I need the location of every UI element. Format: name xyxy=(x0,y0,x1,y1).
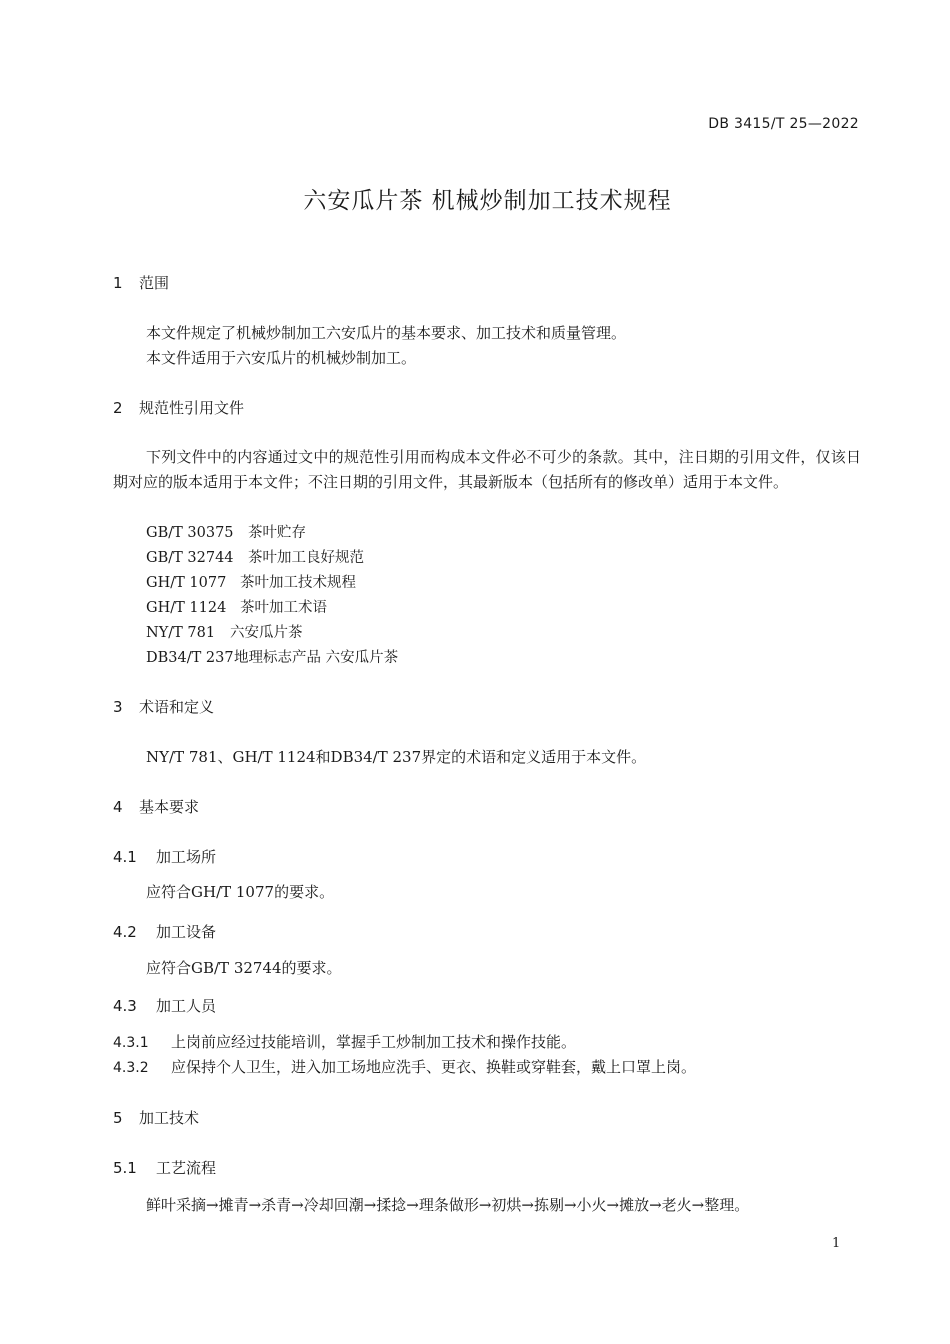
section-title: 加工场所 xyxy=(156,848,217,866)
reference-item xyxy=(146,571,356,592)
section-5-heading xyxy=(113,1107,199,1128)
reference-name: 茶叶加工良好规范 xyxy=(248,550,364,566)
section-title: 加工设备 xyxy=(156,923,217,941)
reference-code: GH/T 1077 xyxy=(146,575,227,591)
reference-code: NY/T 781 xyxy=(146,625,216,641)
section-number: 5 xyxy=(113,1109,123,1127)
clause-text: 应保持个人卫生，进入加工场地应洗手、更衣、换鞋或穿鞋套，戴上口罩上岗。 xyxy=(171,1058,697,1076)
section-number: 4 xyxy=(113,798,123,816)
section-1-heading xyxy=(113,272,169,293)
reference-name: 茶叶加工术语 xyxy=(240,600,327,616)
section-2-heading xyxy=(113,397,244,418)
reference-name: 茶叶加工技术规程 xyxy=(240,575,356,591)
section-4-heading xyxy=(113,796,199,817)
section-number: 1 xyxy=(113,274,123,292)
section-3-text: NY/T 781、GH/T 1124和DB34/T 237界定的术语和定义适用于本文件。 xyxy=(146,748,647,766)
section-1-line-1: 本文件规定了机械炒制加工六安瓜片的基本要求、加工技术和质量管理。 xyxy=(146,324,627,342)
section-2-intro: 下列文件中的内容通过文中的规范性引用而构成本文件必不可少的条款。其中，注日期的引用文件，仅该日期对应的版本适用于本文件；不注日期的引用文件，其最新版本（包括所有的修改单）适用于本文件。 xyxy=(113,448,861,491)
reference-item xyxy=(146,646,398,667)
section-3-heading xyxy=(113,696,214,717)
reference-code: GB/T 32744 xyxy=(146,550,234,566)
section-5-1-heading xyxy=(113,1157,216,1178)
section-number: 5.1 xyxy=(113,1159,137,1177)
reference-item xyxy=(146,546,364,567)
reference-name: 六安瓜片茶 xyxy=(230,625,303,641)
clause-number: 4.3.1 xyxy=(113,1035,149,1051)
reference-code: GB/T 30375 xyxy=(146,525,234,541)
reference-code: GH/T 1124 xyxy=(146,600,227,616)
reference-item xyxy=(146,596,327,617)
section-1-line-2: 本文件适用于六安瓜片的机械炒制加工。 xyxy=(146,349,417,367)
section-title: 加工人员 xyxy=(156,997,217,1015)
section-4-2-heading xyxy=(113,921,216,942)
section-number: 4.2 xyxy=(113,923,137,941)
section-title: 基本要求 xyxy=(139,798,200,816)
section-title: 规范性引用文件 xyxy=(139,399,245,417)
document-title: 六安瓜片茶 机械炒制加工技术规程 xyxy=(303,188,672,214)
section-4-2-text: 应符合GB/T 32744的要求。 xyxy=(146,959,342,977)
section-number: 4.1 xyxy=(113,848,137,866)
section-number: 3 xyxy=(113,698,123,716)
section-number: 2 xyxy=(113,399,123,417)
clause-number: 4.3.2 xyxy=(113,1060,149,1076)
reference-item xyxy=(146,521,306,542)
section-4-3-2 xyxy=(113,1056,696,1077)
section-4-3-1 xyxy=(113,1031,576,1052)
reference-item xyxy=(146,621,303,642)
section-4-3-heading xyxy=(113,995,216,1016)
reference-name: 地理标志产品 六安瓜片茶 xyxy=(234,650,399,666)
reference-code: DB34/T 237 xyxy=(146,650,234,666)
page-number: 1 xyxy=(832,1236,841,1251)
section-title: 工艺流程 xyxy=(156,1159,217,1177)
clause-text: 上岗前应经过技能培训，掌握手工炒制加工技术和操作技能。 xyxy=(171,1033,577,1051)
section-title: 术语和定义 xyxy=(139,698,215,716)
section-title: 范围 xyxy=(139,274,170,292)
section-4-1-text: 应符合GH/T 1077的要求。 xyxy=(146,883,335,901)
section-5-1-text: 鲜叶采摘→摊青→杀青→冷却回潮→揉捻→理条做形→初烘→拣剔→小火→摊放→老火→整理。 xyxy=(146,1196,750,1214)
section-4-1-heading xyxy=(113,846,216,867)
standard-code: DB 3415/T 25—2022 xyxy=(708,116,859,132)
section-title: 加工技术 xyxy=(139,1109,200,1127)
section-number: 4.3 xyxy=(113,997,137,1015)
reference-name: 茶叶贮存 xyxy=(248,525,306,541)
